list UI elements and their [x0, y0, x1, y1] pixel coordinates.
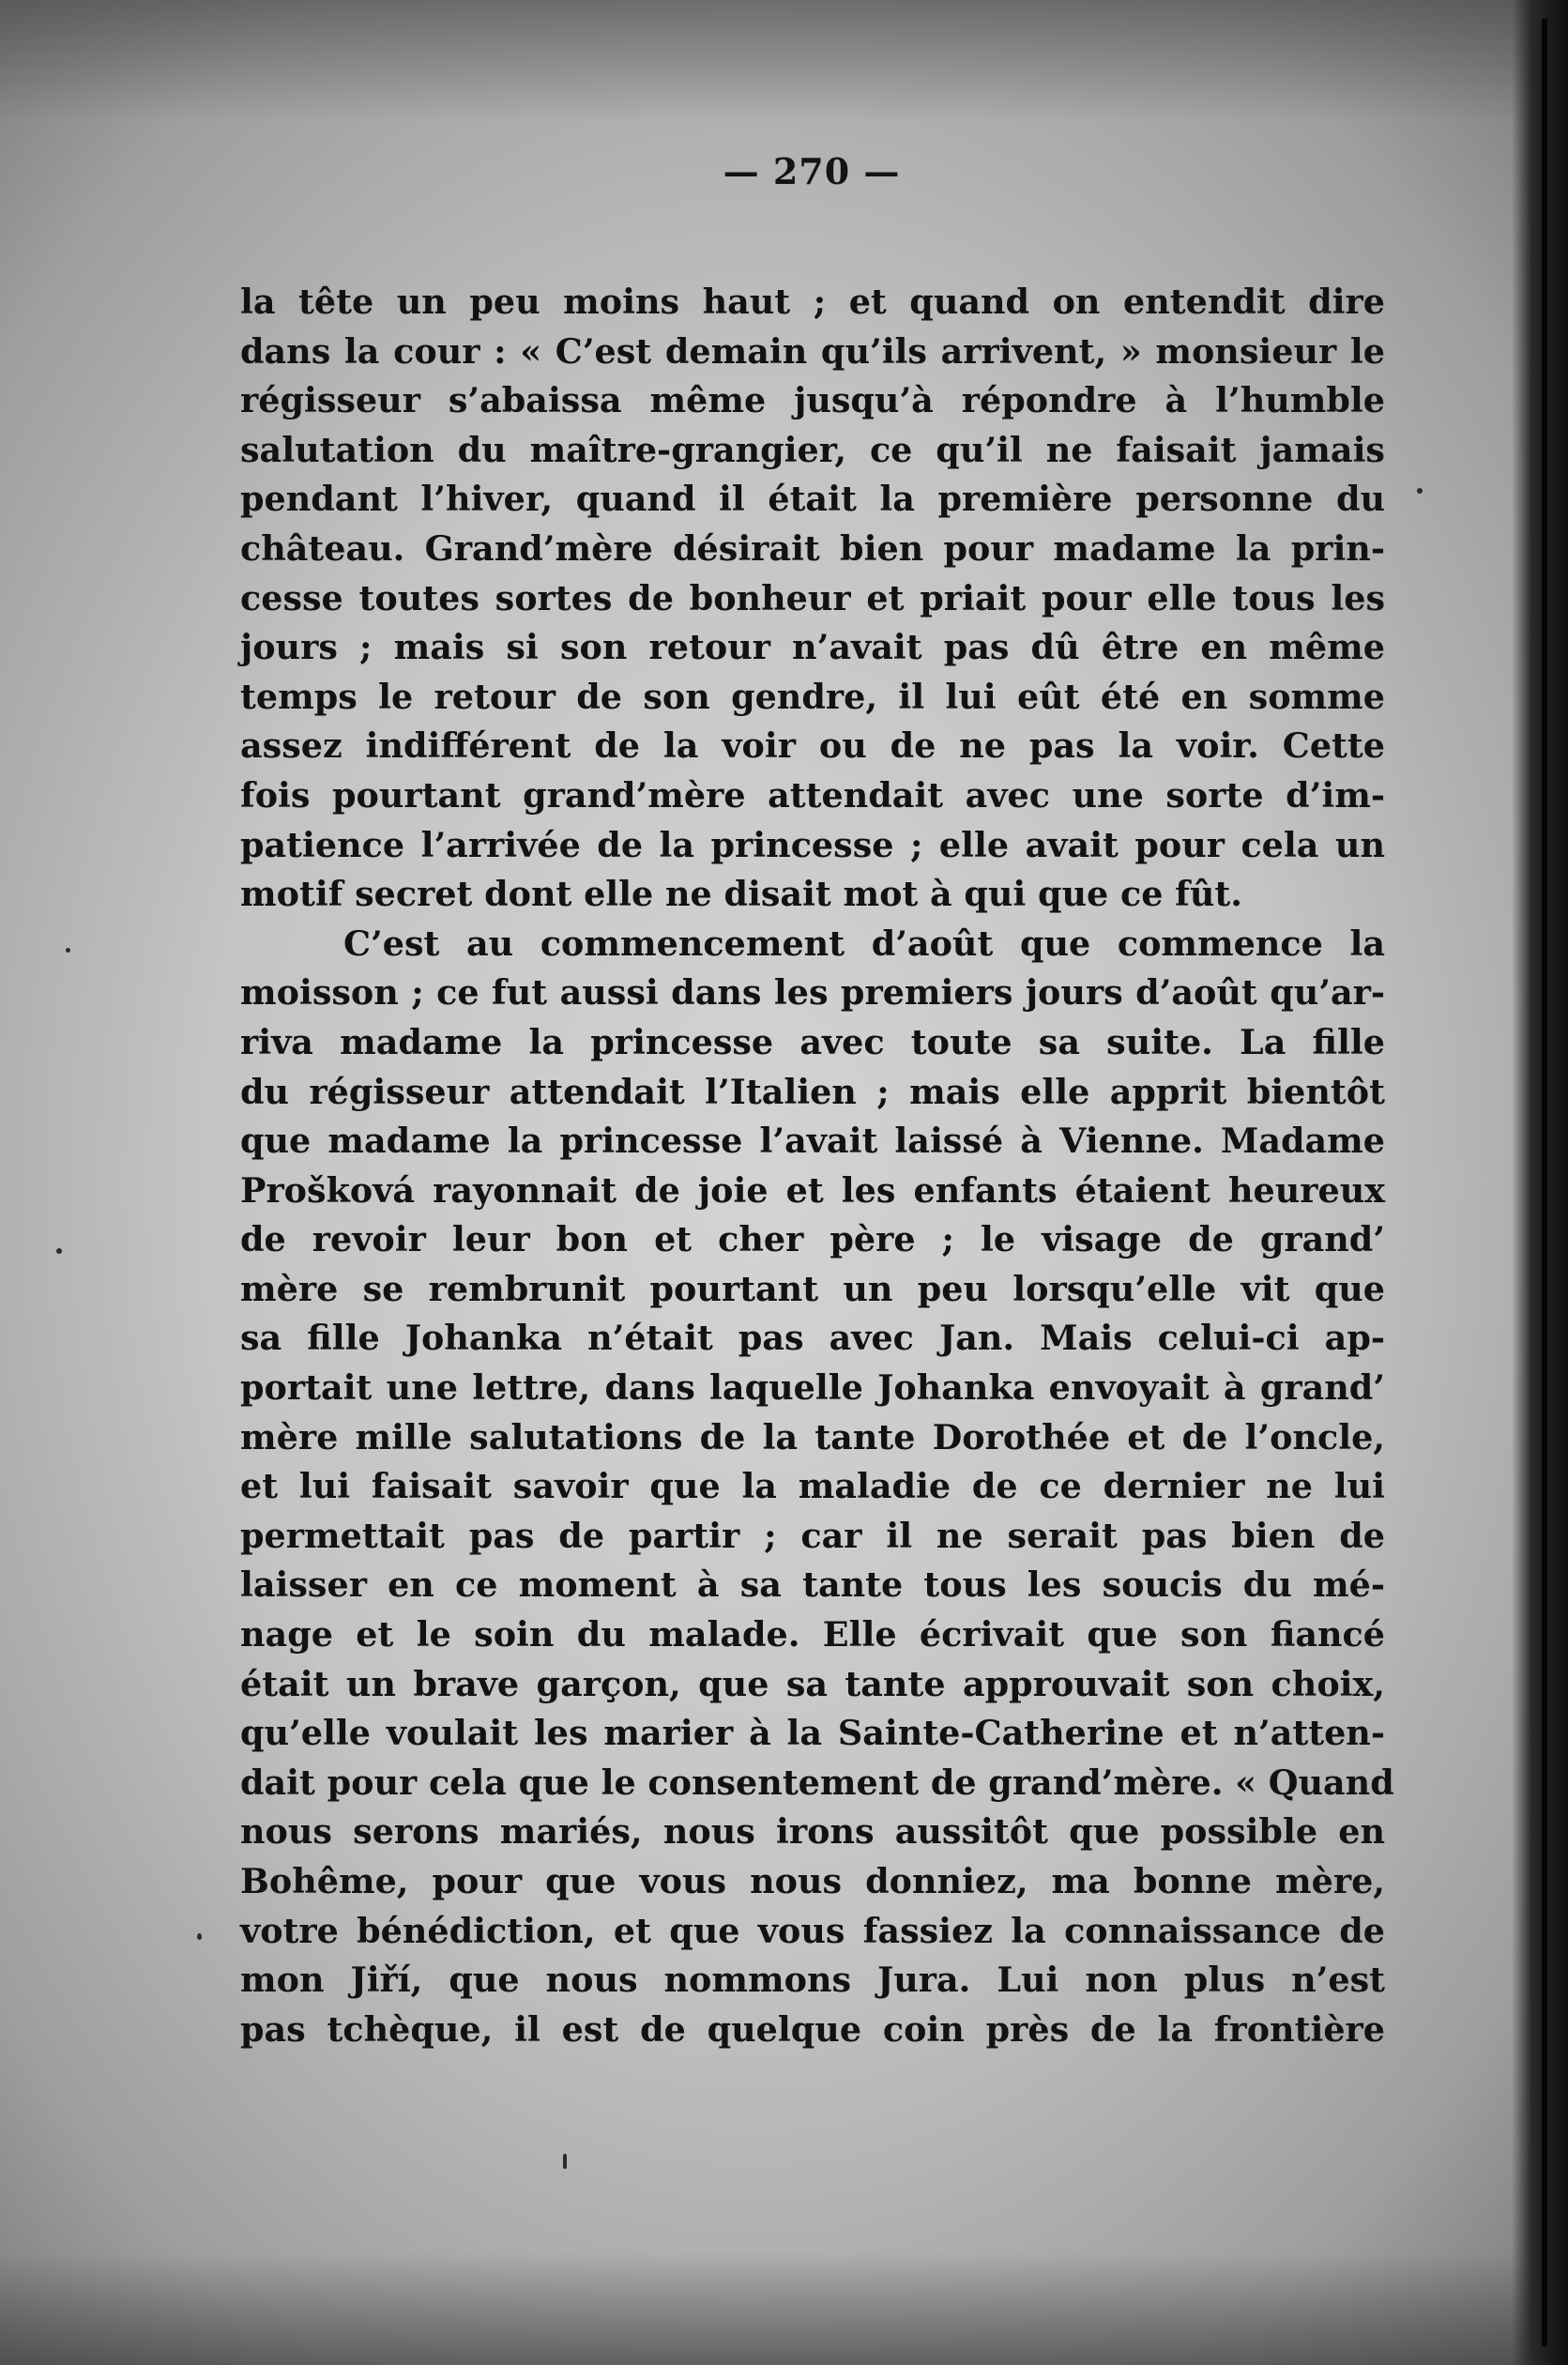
text-line: de revoir leur bon et cher père ; le visage de grand’ — [240, 1219, 1385, 1260]
text-line: que madame la princesse l’avait laissé à Vienne. Madame — [240, 1121, 1385, 1162]
text-line: sa fille Johanka n’était pas avec Jan. Mais celui-ci ap- — [240, 1318, 1385, 1359]
text-line: nage et le soin du malade. Elle écrivait que son fiancé — [240, 1614, 1385, 1656]
text-line: mère se rembrunit pourtant un peu lorsqu’elle vit que — [240, 1268, 1385, 1309]
top-shadow — [0, 0, 1568, 122]
page-number: — 270 — — [723, 150, 901, 192]
scan-speck — [563, 2154, 567, 2169]
text-line: dait pour cela que le consentement de grand’mère. « Quand — [240, 1762, 1394, 1803]
text-line: portait une lettre, dans laquelle Johanka envoyait à grand’ — [240, 1367, 1385, 1409]
text-line: Prošková rayonnait de joie et les enfants étaient heureux — [240, 1169, 1385, 1211]
text-line: du régisseur attendait l’Italien ; mais elle apprit bientôt — [240, 1071, 1385, 1112]
text-line: pas tchèque, il est de quelque coin près de la frontière — [240, 2008, 1385, 2050]
page-edge-shadow — [1512, 0, 1568, 2365]
text-line: nous serons mariés, nous irons aussitôt que possible en — [240, 1811, 1385, 1853]
text-line: régisseur s’abaissa même jusqu’à répondre à l’humble — [240, 380, 1385, 421]
text-line: temps le retour de son gendre, il lui eût été en somme — [240, 676, 1385, 717]
text-line: C’est au commencement d’août que commence la — [343, 923, 1385, 964]
body-text — [240, 278, 1394, 2054]
text-line: riva madame la princesse avec toute sa suite. La fille — [240, 1021, 1385, 1062]
text-line: mère mille salutations de la tante Dorothée et de l’oncle, — [240, 1416, 1385, 1457]
scan-speck — [66, 948, 70, 953]
text-line: était un brave garçon, que sa tante approuvait son choix, — [240, 1663, 1385, 1704]
text-line: Bohême, pour que vous nous donniez, ma bonne mère, — [240, 1861, 1385, 1901]
text-line: fois pourtant grand’mère attendait avec une sorte d’im- — [240, 774, 1385, 816]
text-line: patience l’arrivée de la princesse ; elle avait pour cela un — [240, 824, 1385, 865]
text-line: jours ; mais si son retour n’avait pas dû être en même — [240, 627, 1385, 668]
text-line: laisser en ce moment à sa tante tous les soucis du mé- — [240, 1564, 1385, 1606]
binding-edge — [1542, 19, 1547, 2346]
text-line: dans la cour : « C’est demain qu’ils arrivent, » monsieur le — [240, 330, 1385, 372]
text-line: salutation du maître-grangier, ce qu’il ne faisait jamais — [240, 429, 1385, 470]
text-line: qu’elle voulait les marier à la Sainte-Catherine et n’atten- — [240, 1713, 1385, 1754]
text-line: mon Jiří, que nous nommons Jura. Lui non plus n’est — [240, 1960, 1385, 2001]
scan-speck — [56, 1248, 62, 1254]
text-line: château. Grand’mère désirait bien pour madame la prin- — [240, 527, 1385, 569]
text-line: moisson ; ce fut aussi dans les premiers jours d’août qu’ar- — [240, 972, 1385, 1014]
text-line: pendant l’hiver, quand il était la première personne du — [240, 479, 1385, 520]
text-line: et lui faisait savoir que la maladie de ce dernier ne lui — [240, 1466, 1385, 1507]
scan-speck — [197, 1933, 202, 1940]
text-line: permettait pas de partir ; car il ne serait pas bien de — [240, 1515, 1385, 1556]
scan-speck — [1417, 488, 1423, 494]
text-line: cesse toutes sortes de bonheur et priait pour elle tous les — [240, 577, 1385, 618]
bottom-shadow — [0, 2252, 1568, 2365]
text-line: motif secret dont elle ne disait mot à qui que ce fût. — [240, 874, 1242, 915]
text-line: assez indifférent de la voir ou de ne pas la voir. Cette — [240, 725, 1385, 767]
text-line: la tête un peu moins haut ; et quand on entendit dire — [240, 282, 1385, 322]
text-line: votre bénédiction, et que vous fassiez la connaissance de — [240, 1910, 1385, 1951]
